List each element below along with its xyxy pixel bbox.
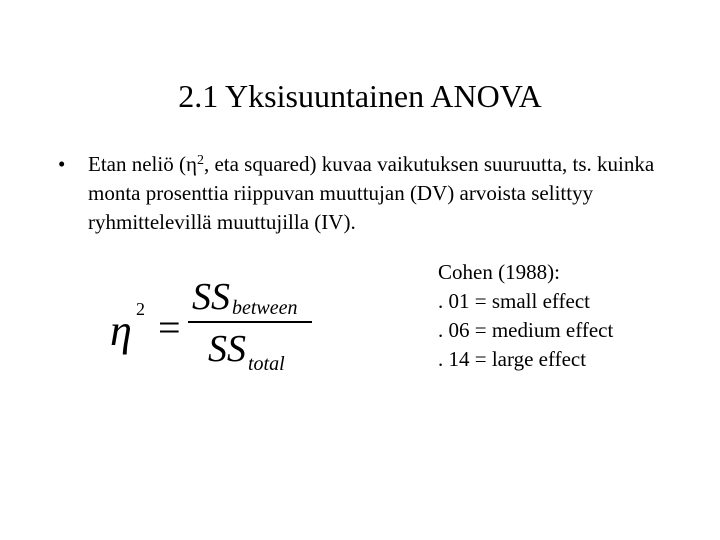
cohen-item-small: . 01 = small effect (438, 289, 590, 313)
formula-fraction-bar (188, 321, 312, 323)
cohen-effect-sizes (438, 258, 698, 374)
formula-eta-symbol: η (110, 306, 132, 355)
bullet-superscript: 2 (196, 153, 204, 168)
cohen-item-large: . 14 = large effect (438, 347, 587, 371)
cohen-item-medium: . 06 = medium effect (438, 318, 614, 342)
bullet-text-start: Etan neliö (η (88, 152, 197, 176)
bullet-text-end: , eta squared) kuvaa vaikutuksen suuruutta, ts. kuinka monta prosenttia riippuvan muuttujan (DV) arvoista selittyy ryhmittelevillä muuttujilla (IV). (88, 152, 655, 234)
formula-eta-exponent: 2 (136, 299, 145, 319)
formula-equals-sign: = (158, 305, 181, 350)
formula-numerator-ss: SS (192, 276, 230, 318)
bullet-text (88, 150, 688, 237)
cohen-heading: Cohen (1988): (438, 260, 560, 284)
eta-squared-formula (108, 275, 328, 385)
formula-numerator-subscript: between (232, 297, 298, 319)
slide-title: 2.1 Yksisuuntainen ANOVA (178, 78, 542, 114)
formula-denominator-ss: SS (208, 328, 246, 370)
bullet-marker: • (58, 152, 66, 176)
formula-denominator-subscript: total (248, 353, 285, 375)
